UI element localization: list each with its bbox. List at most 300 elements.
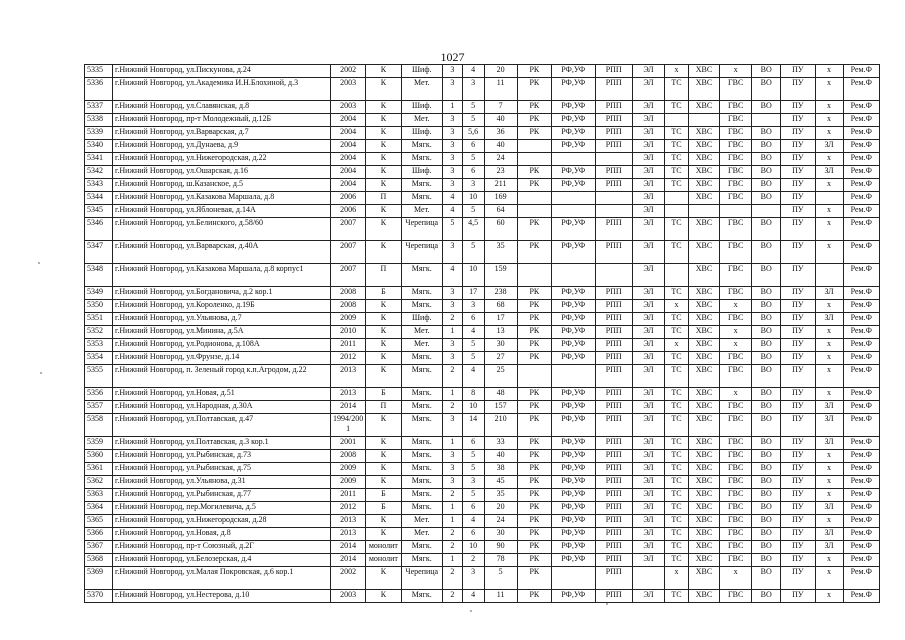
row-number-cell: 5349 — [85, 287, 113, 300]
table-cell — [665, 192, 689, 205]
row-number-cell: 5361 — [85, 463, 113, 476]
table-cell: Б — [366, 388, 401, 401]
table-cell: Мягк. — [401, 365, 443, 388]
table-cell: 157 — [484, 401, 517, 414]
table-cell: К — [366, 463, 401, 476]
table-cell: 3 — [443, 241, 463, 264]
address-cell: г.Нижний Новгород, ул.Белозерская, д.4 — [113, 554, 331, 567]
table-cell: ВО — [752, 166, 781, 179]
table-cell: 1 — [443, 502, 463, 515]
table-cell: 2 — [443, 401, 463, 414]
table-cell: РФ,УФ — [551, 218, 595, 241]
table-cell: РФ,УФ — [551, 140, 595, 153]
table-cell: Рем.Ф — [843, 300, 879, 313]
table-cell: ЭЛ — [632, 78, 664, 101]
table-cell: РК — [517, 127, 551, 140]
table-cell: Рем.Ф — [843, 127, 879, 140]
table-cell: РПП — [595, 388, 632, 401]
table-cell: ЭЛ — [632, 241, 664, 264]
table-cell: ЭЛ — [632, 300, 664, 313]
table-cell: ЭЛ — [632, 65, 664, 78]
address-cell: г.Нижний Новгород, ул.Нижегородская, д.28 — [113, 515, 331, 528]
table-cell: ЭЛ — [632, 528, 664, 541]
table-cell: 4 — [443, 264, 463, 287]
table-cell — [665, 264, 689, 287]
table-cell: ХВС — [688, 241, 719, 264]
table-cell: Рем.Ф — [843, 179, 879, 192]
table-cell: РПП — [595, 528, 632, 541]
address-cell: г.Нижний Новгород, ул.Яблоневая, д.14А — [113, 205, 331, 218]
table-cell: РПП — [595, 300, 632, 313]
table-cell: Мягк. — [401, 502, 443, 515]
table-row — [85, 264, 880, 287]
table-cell: РФ,УФ — [551, 489, 595, 502]
table-cell — [517, 153, 551, 166]
table-cell: ЭЛ — [632, 313, 664, 326]
table-cell: Мет. — [401, 528, 443, 541]
table-cell: ЭЛ — [632, 127, 664, 140]
table-cell: ВО — [752, 528, 781, 541]
table-cell: х — [815, 365, 843, 388]
table-cell: ЭЛ — [632, 352, 664, 365]
table-cell: РПП — [595, 541, 632, 554]
table-cell: РФ,УФ — [551, 241, 595, 264]
table-cell: К — [366, 127, 401, 140]
table-cell: ГВС — [720, 192, 752, 205]
table-cell: ХВС — [688, 437, 719, 450]
table-cell: ТС — [665, 388, 689, 401]
table-cell: х — [665, 65, 689, 78]
table-cell: ЭЛ — [632, 502, 664, 515]
address-cell: г.Нижний Новгород, ул.Академика И.Н.Блохиной, д.3 — [113, 78, 331, 101]
table-cell — [752, 205, 781, 218]
table-cell — [752, 114, 781, 127]
table-cell: 2001 — [330, 437, 365, 450]
table-cell: х — [815, 179, 843, 192]
table-cell: РК — [517, 528, 551, 541]
table-cell: 2008 — [330, 450, 365, 463]
table-row — [85, 567, 880, 590]
table-cell: 2003 — [330, 78, 365, 101]
table-cell: ВО — [752, 450, 781, 463]
table-cell: Рем.Ф — [843, 218, 879, 241]
table-cell: ГВС — [720, 140, 752, 153]
table-cell: ГВС — [720, 166, 752, 179]
table-cell: 5 — [462, 114, 484, 127]
table-cell: х — [815, 241, 843, 264]
table-row — [85, 528, 880, 541]
table-cell: х — [720, 300, 752, 313]
address-cell: г.Нижний Новгород, ул.Народная, д.30А — [113, 401, 331, 414]
table-cell: х — [720, 65, 752, 78]
row-number-cell: 5346 — [85, 218, 113, 241]
address-cell: г.Нижний Новгород, ул.Малая Покровская, д.6 кор.1 — [113, 567, 331, 590]
table-cell: ХВС — [688, 300, 719, 313]
table-cell — [688, 205, 719, 218]
table-cell: ХВС — [688, 65, 719, 78]
table-row — [85, 114, 880, 127]
table-cell: 4,5 — [462, 218, 484, 241]
table-cell: 6 — [462, 502, 484, 515]
row-number-cell: 5352 — [85, 326, 113, 339]
table-cell: 3 — [443, 140, 463, 153]
table-cell: ГВС — [720, 127, 752, 140]
table-cell: Черепица — [401, 567, 443, 590]
table-cell: 25 — [484, 365, 517, 388]
table-cell: ТС — [665, 476, 689, 489]
table-cell: Мягк. — [401, 287, 443, 300]
table-cell: РПП — [595, 114, 632, 127]
table-cell: 11 — [484, 590, 517, 603]
table-cell: 2003 — [330, 590, 365, 603]
table-cell — [551, 192, 595, 205]
table-cell: ВО — [752, 264, 781, 287]
table-cell: ЭЛ — [632, 140, 664, 153]
table-cell: ТС — [665, 179, 689, 192]
address-cell: г.Нижний Новгород, ш.Казанское, д.5 — [113, 179, 331, 192]
table-cell: 2014 — [330, 401, 365, 414]
table-cell: ГВС — [720, 463, 752, 476]
table-cell: Мягк. — [401, 153, 443, 166]
table-cell: РФ,УФ — [551, 313, 595, 326]
table-cell: РК — [517, 218, 551, 241]
table-cell: ЭЛ — [632, 450, 664, 463]
table-cell — [632, 567, 664, 590]
table-cell: х — [815, 388, 843, 401]
table-cell: ВО — [752, 352, 781, 365]
table-cell: ЭЛ — [632, 554, 664, 567]
scan-speck — [470, 610, 472, 612]
table-cell: Мет. — [401, 205, 443, 218]
table-cell: 3 — [443, 339, 463, 352]
table-cell: ТС — [665, 101, 689, 114]
table-row — [85, 463, 880, 476]
table-cell: ЭЛ — [632, 541, 664, 554]
table-cell: ТС — [665, 140, 689, 153]
table-cell: Рем.Ф — [843, 264, 879, 287]
table-cell: 78 — [484, 554, 517, 567]
table-cell: 2 — [443, 590, 463, 603]
table-cell: РК — [517, 388, 551, 401]
table-cell: Мет. — [401, 78, 443, 101]
table-cell — [595, 264, 632, 287]
row-number-cell: 5359 — [85, 437, 113, 450]
row-number-cell: 5367 — [85, 541, 113, 554]
table-cell: 27 — [484, 352, 517, 365]
table-cell: 40 — [484, 140, 517, 153]
table-cell: ПУ — [781, 114, 815, 127]
table-cell: РК — [517, 502, 551, 515]
table-cell: РФ,УФ — [551, 114, 595, 127]
table-cell: 2012 — [330, 352, 365, 365]
row-number-cell: 5351 — [85, 313, 113, 326]
table-row — [85, 450, 880, 463]
row-number-cell: 5337 — [85, 101, 113, 114]
table-cell: 3 — [462, 179, 484, 192]
table-cell: 11 — [484, 78, 517, 101]
row-number-cell: 5336 — [85, 78, 113, 101]
table-cell: РПП — [595, 401, 632, 414]
table-cell: Мягк. — [401, 450, 443, 463]
table-cell: 3 — [443, 463, 463, 476]
table-cell: 64 — [484, 205, 517, 218]
table-cell: РПП — [595, 502, 632, 515]
table-cell: 2007 — [330, 218, 365, 241]
table-cell: ВО — [752, 590, 781, 603]
table-cell: РПП — [595, 166, 632, 179]
address-cell: г.Нижний Новгород, ул.Пискунова, д.24 — [113, 65, 331, 78]
address-cell: г.Нижний Новгород, ул.Полтавская, д.47 — [113, 414, 331, 437]
row-number-cell: 5368 — [85, 554, 113, 567]
table-cell: РК — [517, 241, 551, 264]
address-cell: г.Нижний Новгород, ул.Варварская, д.7 — [113, 127, 331, 140]
table-cell: 2009 — [330, 463, 365, 476]
address-cell: г.Нижний Новгород, ул.Казакова Маршала, д.8 корпус1 — [113, 264, 331, 287]
table-cell: РК — [517, 114, 551, 127]
table-row — [85, 287, 880, 300]
table-cell: х — [815, 590, 843, 603]
table-cell: ПУ — [781, 463, 815, 476]
table-cell: 5 — [443, 218, 463, 241]
table-cell — [688, 114, 719, 127]
table-cell: ПУ — [781, 414, 815, 437]
address-cell: г.Нижний Новгород, ул.Белинского, д.58/60 — [113, 218, 331, 241]
table-cell: ПУ — [781, 476, 815, 489]
table-cell: Рем.Ф — [843, 388, 879, 401]
row-number-cell: 5362 — [85, 476, 113, 489]
address-cell: г.Нижний Новгород, ул.Казакова Маршала, д.8 — [113, 192, 331, 205]
table-cell: 2004 — [330, 140, 365, 153]
table-cell: РК — [517, 179, 551, 192]
table-cell: монолит — [366, 554, 401, 567]
table-cell: ХВС — [688, 218, 719, 241]
table-row — [85, 153, 880, 166]
table-cell: ПУ — [781, 166, 815, 179]
table-cell: К — [366, 450, 401, 463]
table-cell: ВО — [752, 192, 781, 205]
table-cell: ВО — [752, 287, 781, 300]
table-cell: 4 — [462, 65, 484, 78]
table-cell: ТС — [665, 463, 689, 476]
table-cell: х — [665, 339, 689, 352]
table-cell: 45 — [484, 476, 517, 489]
table-cell: ЗЛ — [815, 502, 843, 515]
table-cell: 13 — [484, 326, 517, 339]
table-cell: Рем.Ф — [843, 313, 879, 326]
table-cell: 2014 — [330, 554, 365, 567]
table-cell: 35 — [484, 241, 517, 264]
table-cell: РК — [517, 567, 551, 590]
table-cell: ГВС — [720, 528, 752, 541]
table-cell: ХВС — [688, 463, 719, 476]
table-cell: ВО — [752, 388, 781, 401]
table-cell: 4 — [462, 590, 484, 603]
table-cell: ПУ — [781, 218, 815, 241]
table-cell: х — [815, 218, 843, 241]
table-cell: ГВС — [720, 78, 752, 101]
table-cell: РК — [517, 339, 551, 352]
table-cell: Черепица — [401, 218, 443, 241]
address-cell: г.Нижний Новгород, ул.Ульянова, д.31 — [113, 476, 331, 489]
table-cell: ХВС — [688, 450, 719, 463]
table-cell: РК — [517, 450, 551, 463]
table-cell: 5 — [462, 101, 484, 114]
table-cell: ПУ — [781, 388, 815, 401]
row-number-cell: 5350 — [85, 300, 113, 313]
row-number-cell: 5353 — [85, 339, 113, 352]
table-cell: ВО — [752, 567, 781, 590]
table-cell: Мет. — [401, 515, 443, 528]
table-cell: 3 — [443, 78, 463, 101]
row-number-cell: 5363 — [85, 489, 113, 502]
table-cell: РК — [517, 313, 551, 326]
table-cell: ПУ — [781, 101, 815, 114]
table-cell: 14 — [462, 414, 484, 437]
table-cell: ГВС — [720, 476, 752, 489]
table-cell: РФ,УФ — [551, 65, 595, 78]
table-row — [85, 78, 880, 101]
table-cell: ГВС — [720, 437, 752, 450]
table-cell: Мет. — [401, 339, 443, 352]
table-cell: К — [366, 300, 401, 313]
table-cell: Рем.Ф — [843, 502, 879, 515]
table-cell: К — [366, 101, 401, 114]
table-cell: ЭЛ — [632, 101, 664, 114]
table-cell: 48 — [484, 388, 517, 401]
table-cell: ВО — [752, 313, 781, 326]
table-cell: РПП — [595, 463, 632, 476]
table-cell: 6 — [462, 140, 484, 153]
table-cell: К — [366, 515, 401, 528]
table-cell: Рем.Ф — [843, 241, 879, 264]
table-cell: 2008 — [330, 287, 365, 300]
table-cell: ХВС — [688, 388, 719, 401]
table-cell: РК — [517, 101, 551, 114]
table-cell: ЭЛ — [632, 153, 664, 166]
table-cell: ТС — [665, 528, 689, 541]
table-cell: К — [366, 313, 401, 326]
row-number-cell: 5341 — [85, 153, 113, 166]
address-cell: г.Нижний Новгород, ул.Богдановича, д.2 кор.1 — [113, 287, 331, 300]
table-cell: ГВС — [720, 153, 752, 166]
table-cell: 3 — [443, 414, 463, 437]
table-cell: РФ,УФ — [551, 352, 595, 365]
table-row — [85, 414, 880, 437]
table-cell: Рем.Ф — [843, 78, 879, 101]
table-cell — [551, 264, 595, 287]
table-cell: РФ,УФ — [551, 166, 595, 179]
table-cell: 1994/2001 — [330, 414, 365, 437]
table-cell: ПУ — [781, 153, 815, 166]
table-cell — [551, 153, 595, 166]
table-cell: ГВС — [720, 218, 752, 241]
table-cell: 3 — [462, 567, 484, 590]
table-cell: РПП — [595, 450, 632, 463]
table-cell: 17 — [484, 313, 517, 326]
table-cell: 3 — [462, 300, 484, 313]
table-cell: 2004 — [330, 179, 365, 192]
table-cell: 2014 — [330, 541, 365, 554]
table-cell: Рем.Ф — [843, 326, 879, 339]
table-cell: ЭЛ — [632, 166, 664, 179]
table-cell: 2013 — [330, 365, 365, 388]
table-cell: К — [366, 241, 401, 264]
table-cell: Б — [366, 489, 401, 502]
table-cell: ХВС — [688, 140, 719, 153]
address-cell: г.Нижний Новгород, ул.Ульянова, д.7 — [113, 313, 331, 326]
table-cell: ПУ — [781, 365, 815, 388]
table-cell: 5 — [462, 241, 484, 264]
table-cell: 24 — [484, 515, 517, 528]
table-cell: 40 — [484, 114, 517, 127]
table-cell: РПП — [595, 437, 632, 450]
table-cell: ХВС — [688, 401, 719, 414]
row-number-cell: 5344 — [85, 192, 113, 205]
table-cell: Рем.Ф — [843, 166, 879, 179]
table-cell: ГВС — [720, 554, 752, 567]
table-cell: 8 — [462, 388, 484, 401]
table-cell — [517, 365, 551, 388]
row-number-cell: 5357 — [85, 401, 113, 414]
table-cell: ХВС — [688, 339, 719, 352]
table-cell: ГВС — [720, 489, 752, 502]
table-cell: ЭЛ — [632, 326, 664, 339]
table-cell — [551, 205, 595, 218]
table-cell: х — [720, 388, 752, 401]
table-cell: РФ,УФ — [551, 78, 595, 101]
table-cell: К — [366, 414, 401, 437]
address-cell: г.Нижний Новгород, ул.Дунаева, д.9 — [113, 140, 331, 153]
table-cell: РФ,УФ — [551, 450, 595, 463]
table-cell: 10 — [462, 264, 484, 287]
table-cell: Мягк. — [401, 489, 443, 502]
table-cell — [595, 205, 632, 218]
table-cell: ТС — [665, 437, 689, 450]
table-cell: Рем.Ф — [843, 463, 879, 476]
row-number-cell: 5345 — [85, 205, 113, 218]
scan-speck — [606, 603, 608, 605]
scan-speck — [38, 262, 40, 264]
table-cell: РПП — [595, 313, 632, 326]
row-number-cell: 5340 — [85, 140, 113, 153]
table-cell: 2004 — [330, 166, 365, 179]
table-cell: х — [815, 463, 843, 476]
address-cell: г.Нижний Новгород, ул.Минина, д.5А — [113, 326, 331, 339]
table-cell: ГВС — [720, 114, 752, 127]
table-cell: 2012 — [330, 502, 365, 515]
table-cell: 60 — [484, 218, 517, 241]
table-cell: ЭЛ — [632, 401, 664, 414]
table-cell: ХВС — [688, 476, 719, 489]
table-cell: ТС — [665, 313, 689, 326]
address-cell: г.Нижний Новгород, ул.Нестерова, д.10 — [113, 590, 331, 603]
table-cell: 6 — [462, 528, 484, 541]
table-cell: РК — [517, 78, 551, 101]
table-cell: ВО — [752, 365, 781, 388]
table-cell: Рем.Ф — [843, 554, 879, 567]
table-cell: ЭЛ — [632, 218, 664, 241]
table-cell: ХВС — [688, 78, 719, 101]
row-number-cell: 5366 — [85, 528, 113, 541]
table-cell: РПП — [595, 515, 632, 528]
table-cell: ПУ — [781, 127, 815, 140]
table-cell: 2002 — [330, 567, 365, 590]
table-cell: 3 — [443, 153, 463, 166]
table-cell: Рем.Ф — [843, 205, 879, 218]
table-cell: х — [815, 515, 843, 528]
table-cell: ВО — [752, 218, 781, 241]
row-number-cell: 5348 — [85, 264, 113, 287]
